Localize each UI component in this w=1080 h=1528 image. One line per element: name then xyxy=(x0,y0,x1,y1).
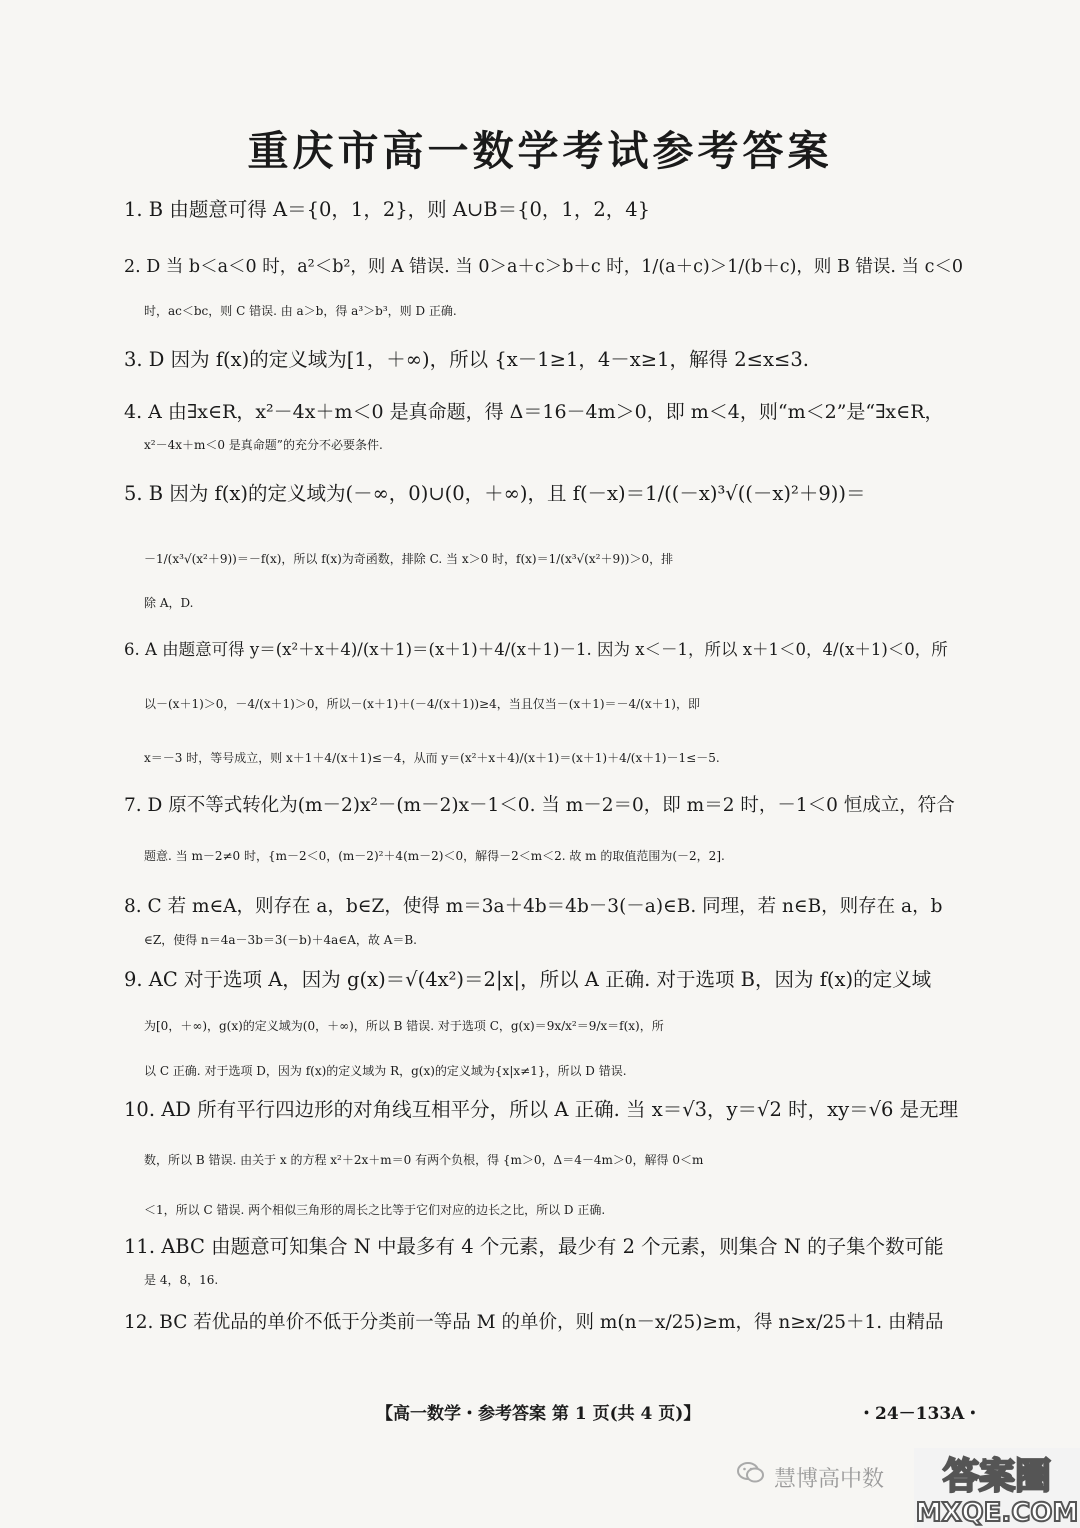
answer-line: 是 4，8，16. xyxy=(144,1273,219,1287)
answer-line: 2. D 当 b＜a＜0 时，a²＜b²，则 A 错误. 当 0＞a＋c＞b＋c 时，1/(a＋c)＞1/(b＋c)，则 B 错误. 当 c＜0 xyxy=(124,257,964,277)
watermark xyxy=(736,1448,1080,1528)
answer-line: 1. B 由题意可得 A＝{0，1，2}，则 A∪B＝{0，1，2，4} xyxy=(124,198,651,221)
watermark-logo xyxy=(914,1448,1080,1528)
answer-line: ∈Z，使得 n＝4a－3b＝3(－b)＋4a∈A，故 A＝B. xyxy=(144,933,418,947)
answer-line: 6. A 由题意可得 y＝(x²＋x＋4)/(x＋1)＝(x＋1)＋4/(x＋1)－1. 因为 x＜－1，所以 x＋1＜0，4/(x＋1)＜0，所 xyxy=(124,640,948,659)
answer-line: 3. D 因为 f(x)的定义域为[1，＋∞)，所以 {x－1≥1，4－x≥1，解得 2≤x≤3. xyxy=(124,348,809,371)
answer-line: 10. AD 所有平行四边形的对角线互相平分，所以 A 正确. 当 x＝√3，y＝√2 时，xy＝√6 是无理 xyxy=(124,1098,959,1121)
answer-line: 8. C 若 m∈A，则存在 a，b∈Z，使得 m＝3a＋4b＝4b－3(－a)∈B. 同理，若 n∈B，则存在 a，b xyxy=(124,896,943,917)
answer-line: 以 C 正确. 对于选项 D，因为 f(x)的定义域为 R，g(x)的定义域为{x|x≠1}，所以 D 错误. xyxy=(144,1064,627,1078)
watermark-text: 慧博高中数 xyxy=(774,1467,885,1492)
watermark-logo-url: MXQE.COM xyxy=(915,1498,1079,1528)
answer-line: 12. BC 若优品的单价不低于分类前一等品 M 的单价，则 m(n－x/25)≥m，得 n≥x/25＋1. 由精品 xyxy=(124,1312,944,1333)
answer-line: 9. AC 对于选项 A，因为 g(x)＝√(4x²)＝2|x|，所以 A 正确. 对于选项 B，因为 f(x)的定义域 xyxy=(124,968,932,991)
answer-line: 4. A 由∃x∈R，x²－4x＋m＜0 是真命题，得 Δ＝16－4m＞0，即 m＜4，则“m＜2”是“∃x∈R， xyxy=(124,401,944,423)
answer-line: 时，ac＜bc，则 C 错误. 由 a＞b，得 a³＞b³，则 D 正确. xyxy=(144,304,457,318)
answer-line: 5. B 因为 f(x)的定义域为(－∞，0)∪(0，＋∞)，且 f(－x)＝1/((－x)³√((－x)²＋9))＝ xyxy=(124,482,866,505)
answer-line: 7. D 原不等式转化为(m－2)x²－(m－2)x－1＜0. 当 m－2＝0，即 m＝2 时，－1＜0 恒成立，符合 xyxy=(124,795,955,816)
answer-line: 除 A，D. xyxy=(144,596,194,610)
answer-line: x²－4x＋m＜0 是真命题”的充分不必要条件. xyxy=(144,438,383,452)
answer-line: 题意. 当 m－2≠0 时，{m－2＜0，(m－2)²＋4(m－2)＜0，解得－2＜m＜2. 故 m 的取值范围为(－2，2]. xyxy=(144,849,725,863)
answer-line: －1/(x³√(x²＋9))＝－f(x)，所以 f(x)为奇函数，排除 C. 当 x＞0 时，f(x)＝1/(x³√(x²＋9))＞0，排 xyxy=(144,552,674,566)
wechat-icon xyxy=(736,1460,766,1486)
answer-line: 11. ABC 由题意可知集合 N 中最多有 4 个元素，最少有 2 个元素，则集合 N 的子集个数可能 xyxy=(124,1235,944,1258)
watermark-logo-text: 答案圈 xyxy=(942,1456,1052,1497)
answer-line: x＝－3 时，等号成立，则 x＋1＋4/(x＋1)≤－4，从而 y＝(x²＋x＋4)/(x＋1)＝(x＋1)＋4/(x＋1)－1≤－5. xyxy=(144,751,720,765)
footer-page-info: 【高一数学・参考答案 第 1 页(共 4 页)】 xyxy=(376,1404,701,1424)
answer-line: 数，所以 B 错误. 由关于 x 的方程 x²＋2x＋m＝0 有两个负根，得 {m＞0，Δ＝4－4m＞0，解得 0＜m xyxy=(144,1153,704,1167)
page-title: 重庆市高一数学考试参考答案 xyxy=(247,127,833,175)
answer-line: ＜1，所以 C 错误. 两个相似三角形的周长之比等于它们对应的边长之比，所以 D 正确. xyxy=(144,1203,606,1217)
footer-exam-code: ・24－133A・ xyxy=(858,1404,982,1424)
answer-line: 以－(x＋1)＞0，－4/(x＋1)＞0，所以－(x＋1)＋(－4/(x＋1))≥4，当且仅当－(x＋1)＝－4/(x＋1)，即 xyxy=(144,697,700,711)
answer-line: 为[0，＋∞)，g(x)的定义域为(0，＋∞)，所以 B 错误. 对于选项 C，g(x)＝9x/x²＝9/x＝f(x)，所 xyxy=(144,1019,664,1033)
